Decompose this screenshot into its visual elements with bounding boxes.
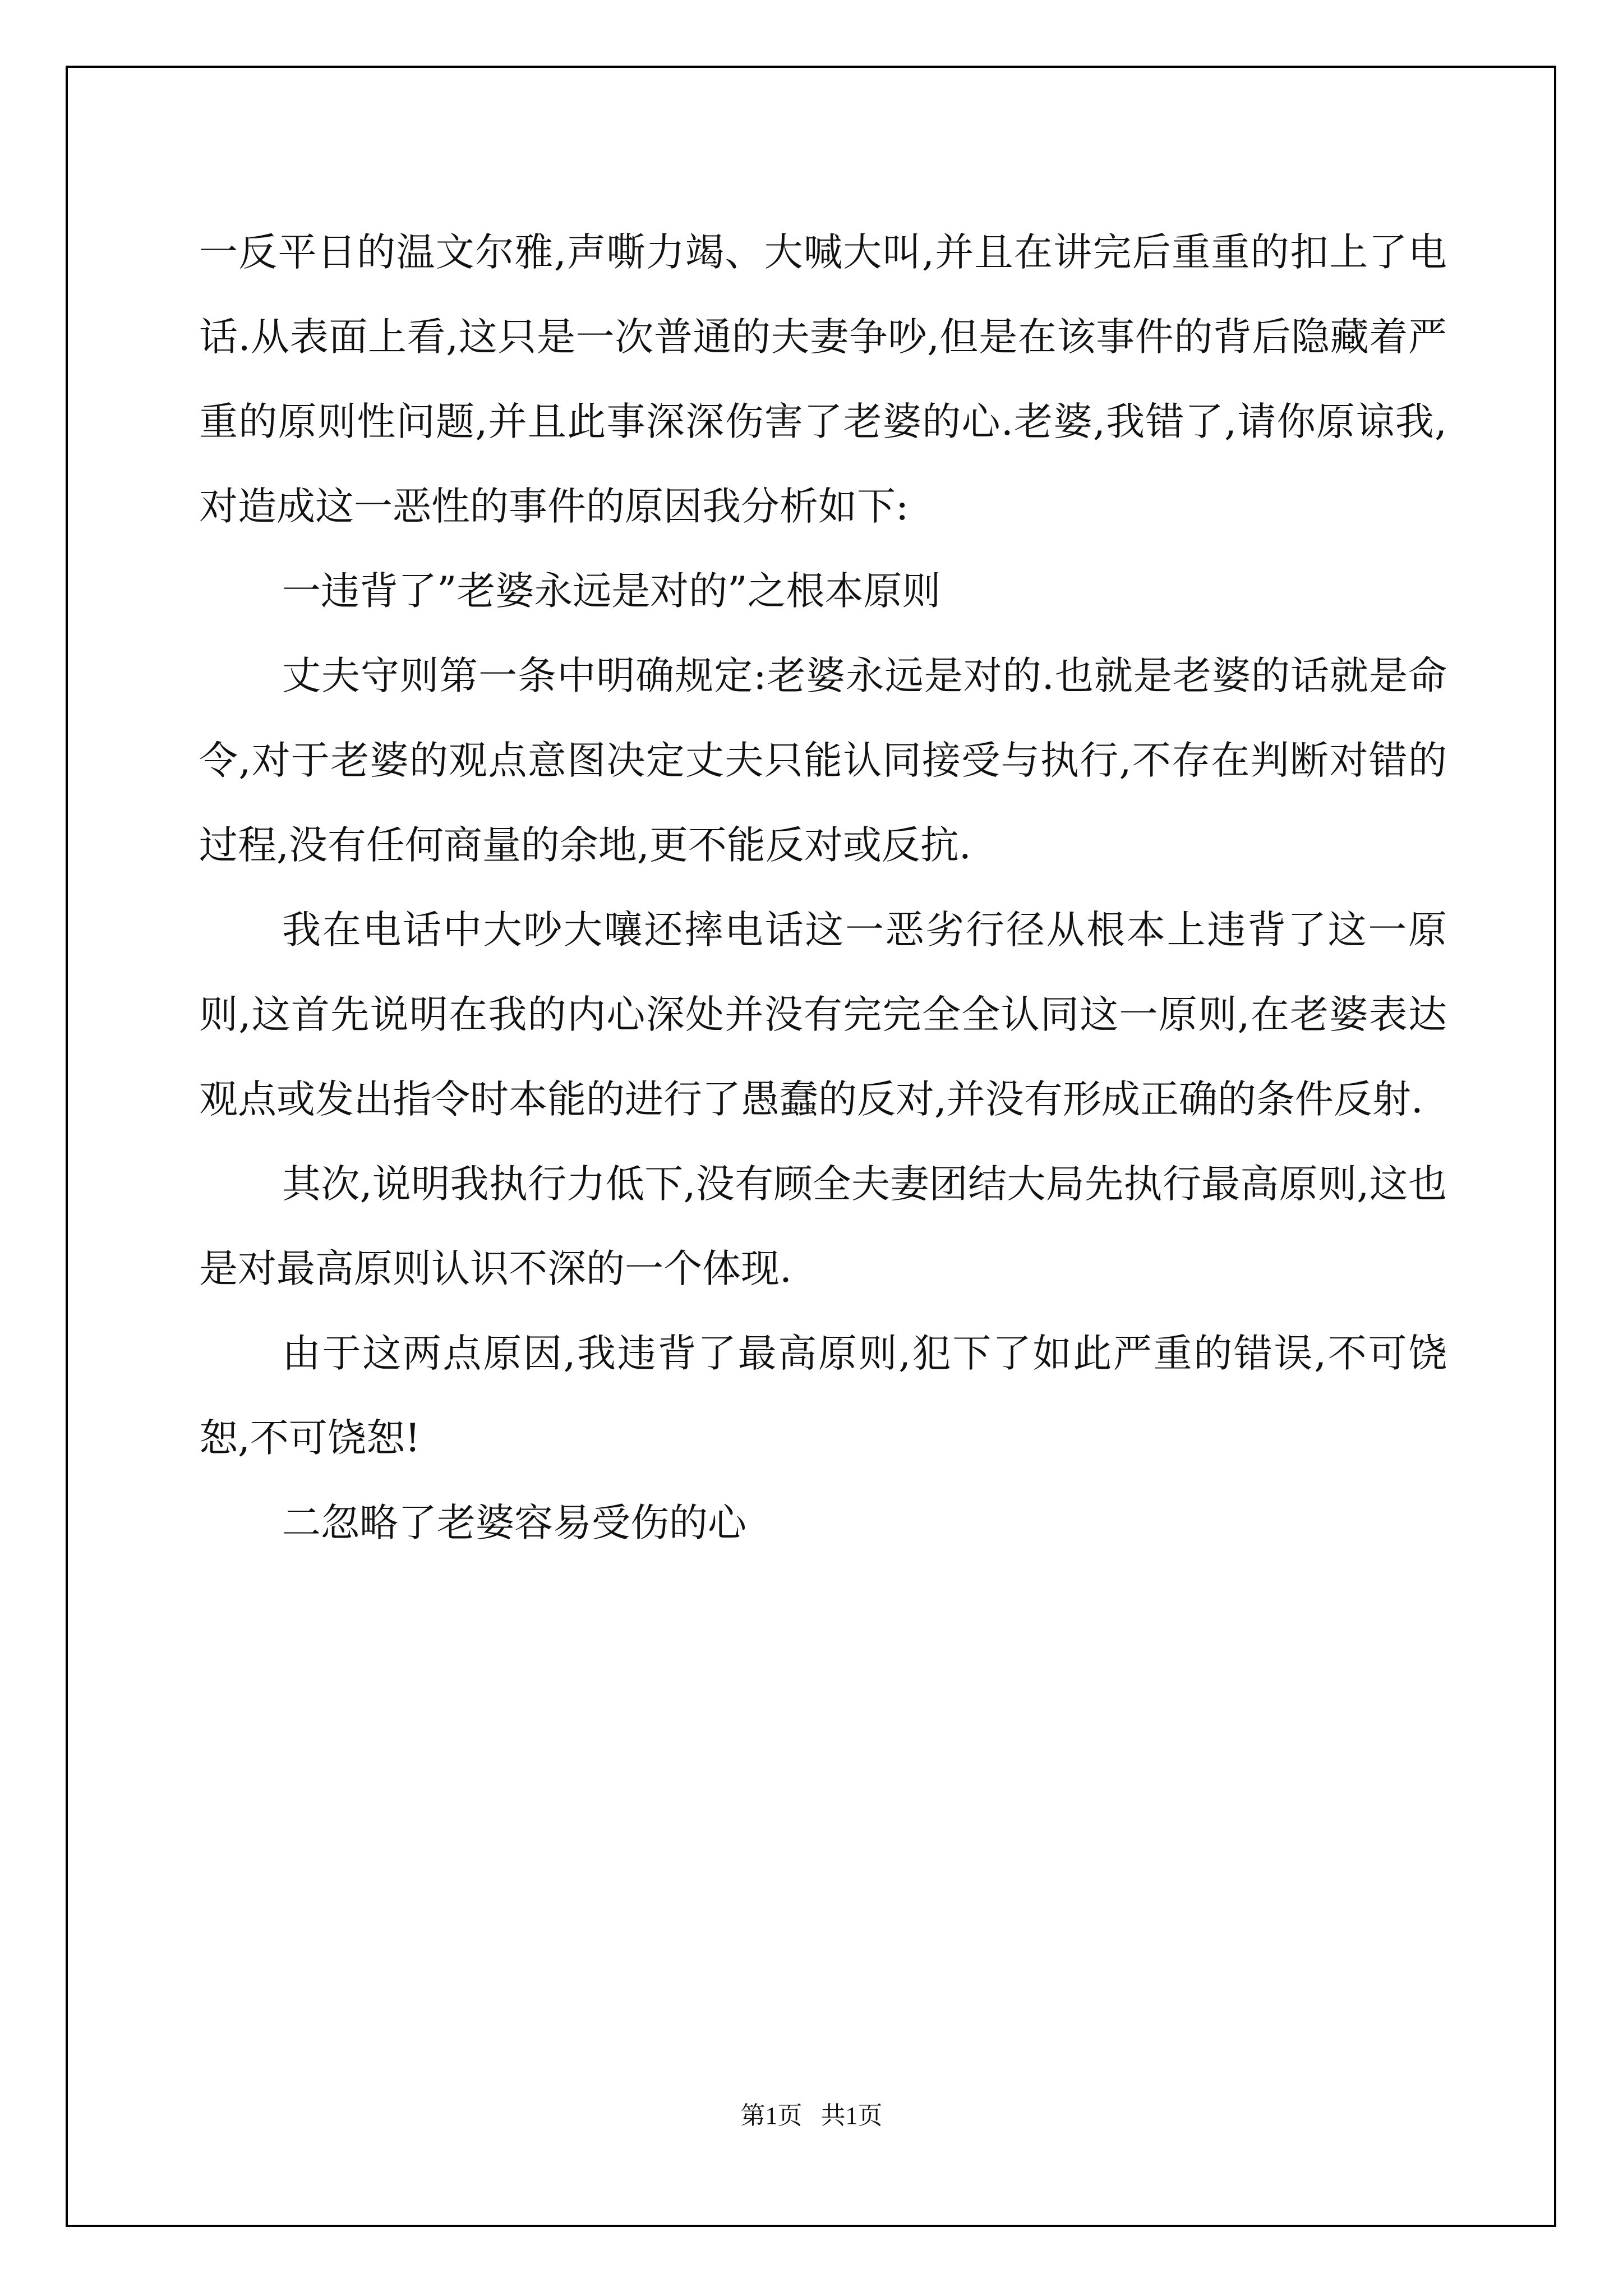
paragraph-2-heading: 一违背了”老婆永远是对的”之根本原则: [282, 569, 941, 614]
paragraph-7-heading: 二忽略了老婆容易受伤的心: [282, 1501, 746, 1545]
paragraph-5: 其次,说明我执行力低下,没有顾全夫妻团结大局先执行最高原则,这也是对最高原则认识不深的一个体现.: [199, 1162, 1447, 1291]
paragraph-6: 由于这两点原因,我违背了最高原则,犯下了如此严重的错误,不可饶恕,不可饶恕!: [199, 1331, 1447, 1461]
document-body: [199, 210, 1447, 1566]
paragraph-1: 一反平日的温文尔雅,声嘶力竭、大喊大叫,并且在讲完后重重的扣上了电话.从表面上看,这只是一次普通的夫妻争吵,但是在该事件的背后隐藏着严重的原则性问题,并且此事深深伤害了老婆的心.老婆,我错了,请你原谅我,对造成这一恶性的事件的原因我分析如下:: [199, 230, 1447, 529]
paragraph-3: 丈夫守则第一条中明确规定:老婆永远是对的.也就是老婆的话就是命令,对于老婆的观点意图决定丈夫只能认同接受与执行,不存在判断对错的过程,没有任何商量的余地,更不能反对或反抗.: [199, 654, 1447, 868]
page-number-footer: 第1页 共1页: [740, 2102, 883, 2129]
paragraph-4: 我在电话中大吵大嚷还摔电话这一恶劣行径从根本上违背了这一原则,这首先说明在我的内心深处并没有完完全全认同这一原则,在老婆表达观点或发出指令时本能的进行了愚蠢的反对,并没有形成正确的条件反射.: [199, 908, 1447, 1122]
